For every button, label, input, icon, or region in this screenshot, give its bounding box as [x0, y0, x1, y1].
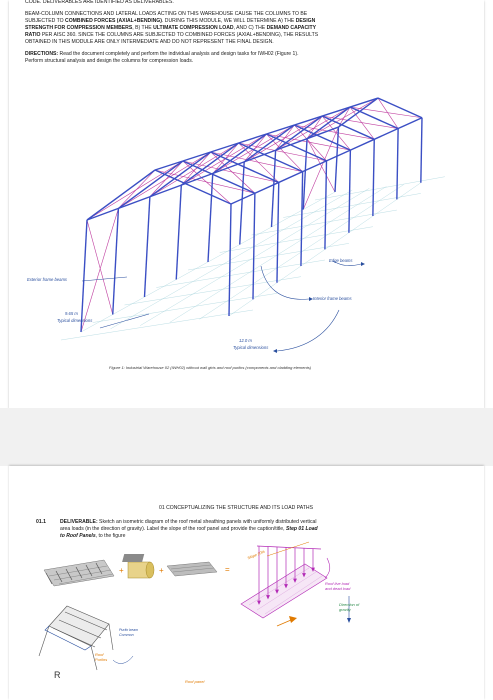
purlin-label-arrow: [113, 656, 133, 663]
label-roof-purlins: Roof Purlins: [95, 652, 108, 662]
bracing-members: [81, 98, 422, 332]
directions-line-2: Perform structural analysis and design the columns for compression loads.: [25, 58, 194, 64]
frame-column-left: [208, 174, 213, 262]
frame-column-right: [229, 204, 231, 316]
frame-column-right: [325, 161, 327, 249]
ridge-beam: [239, 134, 267, 143]
label-roof-panel: Roof panel: [185, 679, 205, 684]
grid-line: [252, 210, 397, 235]
edge-beam-right: [279, 172, 303, 183]
intro-line-1: BEAM-COLUMN CONNECTIONS AND LATERAL LOADS ACTING ON THIS WAREHOUSE CAUSE THE COLUMNS TO BE: [25, 11, 308, 17]
edge-beam-right: [398, 118, 422, 129]
grid-line: [220, 227, 373, 253]
edge-beam-right: [374, 129, 398, 140]
frame-column-left: [303, 139, 307, 210]
label-purlin-beam: Purlin beam Common: [119, 628, 139, 637]
label-dim1-caption: Typical dimensions: [57, 318, 93, 323]
gravity-arrow-head: [347, 618, 351, 623]
frame-rafter-left: [150, 152, 211, 197]
wall-brace: [307, 139, 335, 192]
frame-column-right: [349, 150, 350, 233]
frame-column-right: [253, 193, 255, 299]
intro-line-2: SUBJECTED TO COMBINED FORCES (AXIAL+BENDING). DURING THIS MODULE, WE WILL DETERMINE A) THE DESIGN: [25, 18, 316, 24]
frame-rafter-left: [118, 161, 182, 208]
frame-column-right: [421, 118, 422, 183]
frame-column-right: [301, 172, 303, 266]
document-page-1: [9, 0, 484, 408]
label-edge-beams: Edge beams: [329, 258, 353, 263]
label-dim2-caption: Typical dimensions: [233, 345, 269, 350]
edge-beam-right: [255, 182, 279, 193]
frame-column-left: [272, 150, 276, 227]
edge-beam-left: [150, 185, 181, 197]
label-arrows: [82, 261, 361, 351]
grid-line: [315, 177, 445, 200]
roof-brace: [150, 143, 239, 197]
frame-column-left: [176, 185, 181, 279]
plus-sign-1: +: [119, 566, 124, 575]
figure-caption: Figure 1: Industrial Warehouse 02 (IWH02) without wall girts and roof purlins (components and cladding elements): [109, 365, 312, 370]
load-label-arrow: [325, 558, 330, 578]
frame-column-right: [397, 129, 398, 200]
frame-members: [81, 98, 422, 332]
item-line-2: area loads (in the direction of gravity). Label the slope of the roof panel and provide the caption/title, Step 01 Load: [60, 526, 318, 532]
label-slope: Slope 10%: [246, 549, 266, 561]
roof-brace: [244, 116, 322, 162]
margin-mark: R: [54, 670, 61, 680]
grid-line: [156, 260, 325, 287]
label-exterior-frame-beams: Exterior frame beams: [27, 277, 68, 282]
label-roof-load: Roof live load and dead load: [325, 581, 351, 591]
intro-line-3: STRENGTH FOR COMPRESSION MEMBERS, B) THE ULTIMATE COMPRESSION LOAD, AND C) THE DEMAND CAPACITY: [25, 25, 317, 31]
insulation-roll-image: [122, 554, 154, 578]
corrugated-sheet-image: [167, 562, 217, 576]
item-line-1: DELIVERABLE: Sketch an isometric diagram of the roof metal sheathing panels with uniformly distributed vertical: [60, 519, 317, 525]
roof-load-sketch: [9, 540, 484, 700]
ground-grid: [61, 177, 445, 340]
item-number: 01.1: [36, 519, 46, 525]
frame-rafter-left: [87, 170, 155, 220]
roof-brace: [181, 134, 266, 185]
edge-beam-right: [350, 139, 374, 150]
label-direction-gravity: Direction of gravity: [339, 602, 360, 612]
frame-column-right: [373, 139, 374, 216]
document-page-2: [9, 466, 484, 700]
plus-sign-2: +: [159, 566, 164, 575]
ridge-beam: [294, 116, 322, 125]
warehouse-frame-figure: [9, 70, 484, 370]
equals-sign: =: [225, 565, 230, 574]
roof-brace: [322, 116, 398, 129]
grid-line: [93, 293, 277, 322]
grid-line: [61, 310, 253, 340]
frame-rafter-right: [294, 125, 350, 150]
page-gap: [0, 408, 493, 466]
roof-brace: [118, 152, 210, 208]
top-line: CODE. DELIVERABLES ARE IDENTIFIED AS DELIVERABLES.: [25, 0, 174, 5]
intro-line-4: RATIO PER AISC 360. SINCE THE COLUMNS ARE SUBJECTED TO COMBINED FORCES (AXIAL+BENDING), THE RESULTS: [25, 32, 319, 38]
intro-line-5: OBTAINED IN THIS MODULE ARE ONLY INTERMEDIATE AND DO NOT REPRESENT THE FINAL DESIGN.: [25, 39, 274, 45]
frame-column-left: [335, 127, 338, 192]
ridge-beam: [266, 125, 294, 134]
frame-rafter-left: [338, 98, 377, 127]
label-interior-frame-beams: Interior frame beams: [313, 296, 352, 301]
edge-beam-right: [327, 150, 351, 161]
frame-column-left: [145, 197, 150, 297]
section-title: 01 CONCEPTUALIZING THE STRUCTURE AND ITS LOAD PATHS: [159, 505, 313, 511]
item-line-3: to Roof Panels, to the figure: [60, 533, 126, 539]
label-dim2-value: 12.0 m: [239, 338, 252, 343]
directions-line-1: DIRECTIONS: Read the document completely and perform the individual analysis and design tasks for IWH02 (Figure 1).: [25, 51, 299, 57]
label-dim1-value: 9.65 m: [65, 311, 78, 316]
corrugated-panel-image: [44, 560, 114, 586]
